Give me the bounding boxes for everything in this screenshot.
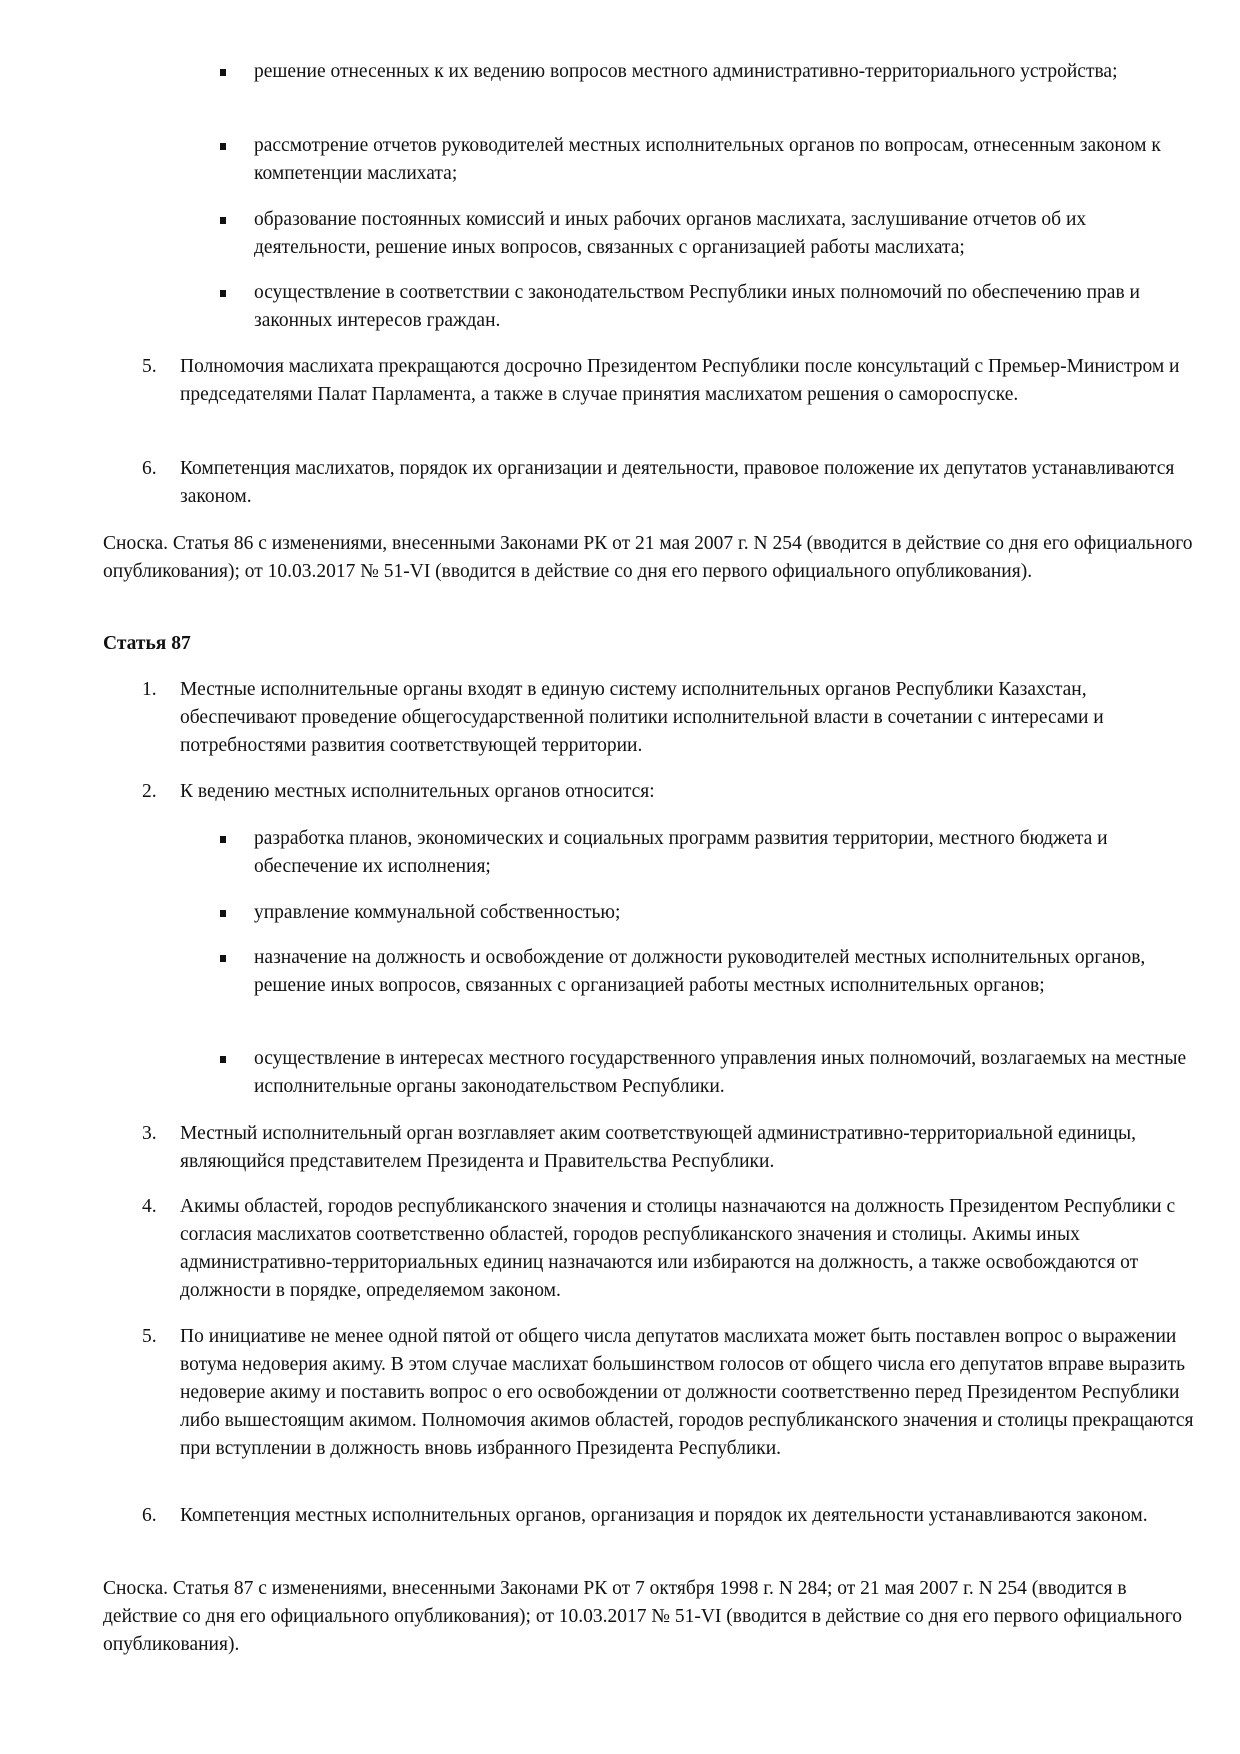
item-number: 3. [142, 1123, 157, 1144]
numbered-item [142, 455, 1200, 511]
item-number: 1. [142, 679, 157, 700]
item-text: Компетенция маслихатов, порядок их организации и деятельности, правовое положение их депутатов устанавливаются законом. [180, 458, 1175, 507]
bullet-text: рассмотрение отчетов руководителей местных исполнительных органов по вопросам, отнесенным законом к компетенции маслихата; [254, 135, 1161, 184]
bullet-text: осуществление в соответствии с законодательством Республики иных полномочий по обеспечению прав и законных интересов граждан. [254, 282, 1140, 331]
list-item [254, 132, 1194, 188]
square-bullet-icon [220, 217, 226, 224]
item-number: 6. [142, 1505, 157, 1526]
numbered-item [142, 1193, 1200, 1305]
square-bullet-icon [220, 836, 226, 843]
item-number: 4. [142, 1196, 157, 1217]
bullet-text: решение отнесенных к их ведению вопросов местного административно-территориального устройства; [254, 61, 1118, 82]
item-text: По инициативе не менее одной пятой от общего числа депутатов маслихата может быть поставлен вопрос о выражении вотума недоверия акиму. В этом случае маслихат большинством голосов от общего числа его депутатов вправе выразить недоверие акиму и поставить вопрос о его освобождении от должности соответственно перед Президентом Республики либо вышестоящим акимом. Полномочия акимов областей, городов республиканского значения и столицы прекращаются при вступлении в должность вновь избранного Президента Республики. [180, 1326, 1194, 1459]
list-item [254, 1045, 1194, 1101]
item-text: Компетенция местных исполнительных органов, организация и порядок их деятельности устанавливаются законом. [180, 1505, 1148, 1526]
square-bullet-icon [220, 955, 226, 962]
numbered-item [142, 1120, 1200, 1176]
bullet-text: осуществление в интересах местного государственного управления иных полномочий, возлагаемых на местные исполнительные органы законодательством Республики. [254, 1048, 1187, 1097]
list-item [254, 206, 1194, 262]
footnote-article-87: Сноска. Статья 87 с изменениями, внесенными Законами РК от 7 октября 1998 г. N 284; от 21 мая 2007 г. N 254 (вводится в действие со дня его официального опубликования); от 10.03.2017 № 51-VI (вводится в действие со дня его первого официального опубликования). [103, 1578, 1182, 1655]
item-number: 5. [142, 1326, 157, 1347]
list-item [254, 899, 1194, 927]
item-number: 5. [142, 356, 157, 377]
numbered-item [142, 778, 1200, 806]
item-number: 2. [142, 781, 157, 802]
item-text: Полномочия маслихата прекращаются досрочно Президентом Республики после консультаций с Премьер-Министром и председателями Палат Парламента, а также в случае принятия маслихатом решения о самороспуске. [180, 356, 1180, 405]
bullet-text: назначение на должность и освобождение от должности руководителей местных исполнительных органов, решение иных вопросов, связанных с организацией работы местных исполнительных органов; [254, 947, 1146, 996]
bullet-text: разработка планов, экономических и социальных программ развития территории, местного бюджета и обеспечение их исполнения; [254, 828, 1108, 877]
square-bullet-icon [220, 69, 226, 76]
bullet-text: образование постоянных комиссий и иных рабочих органов маслихата, заслушивание отчетов об их деятельности, решение иных вопросов, связанных с организацией работы маслихата; [254, 209, 1087, 258]
numbered-item [142, 676, 1200, 760]
list-item [254, 944, 1194, 1000]
item-text: Местные исполнительные органы входят в единую систему исполнительных органов Республики Казахстан, обеспечивают проведение общегосударственной политики исполнительной власти в сочетании с интересами и потребностями развития соответствующей территории. [180, 679, 1104, 756]
list-item [254, 58, 1194, 86]
item-text: К ведению местных исполнительных органов относится: [180, 781, 655, 802]
article-heading: Статья 87 [103, 633, 191, 654]
numbered-item [142, 1502, 1200, 1530]
square-bullet-icon [220, 290, 226, 297]
footnote-article-86: Сноска. Статья 86 с изменениями, внесенными Законами РК от 21 мая 2007 г. N 254 (вводится в действие со дня его официального опубликования); от 10.03.2017 № 51-VI (вводится в действие со дня его первого официального опубликования). [103, 533, 1193, 582]
numbered-item [142, 1323, 1200, 1463]
list-item [254, 825, 1194, 881]
bullet-text: управление коммунальной собственностью; [254, 902, 621, 923]
square-bullet-icon [220, 910, 226, 917]
list-item [254, 279, 1194, 335]
item-text: Акимы областей, городов республиканского значения и столицы назначаются на должность Президентом Республики с согласия маслихатов соответственно областей, городов республиканского значения и столицы. Акимы иных административно-территориальных единиц назначаются или избираются на должность, а также освобождаются от должности в порядке, определяемом законом. [180, 1196, 1176, 1301]
item-number: 6. [142, 458, 157, 479]
numbered-item [142, 353, 1200, 409]
square-bullet-icon [220, 143, 226, 150]
square-bullet-icon [220, 1056, 226, 1063]
item-text: Местный исполнительный орган возглавляет аким соответствующей административно-территориальной единицы, являющийся представителем Президента и Правительства Республики. [180, 1123, 1137, 1172]
